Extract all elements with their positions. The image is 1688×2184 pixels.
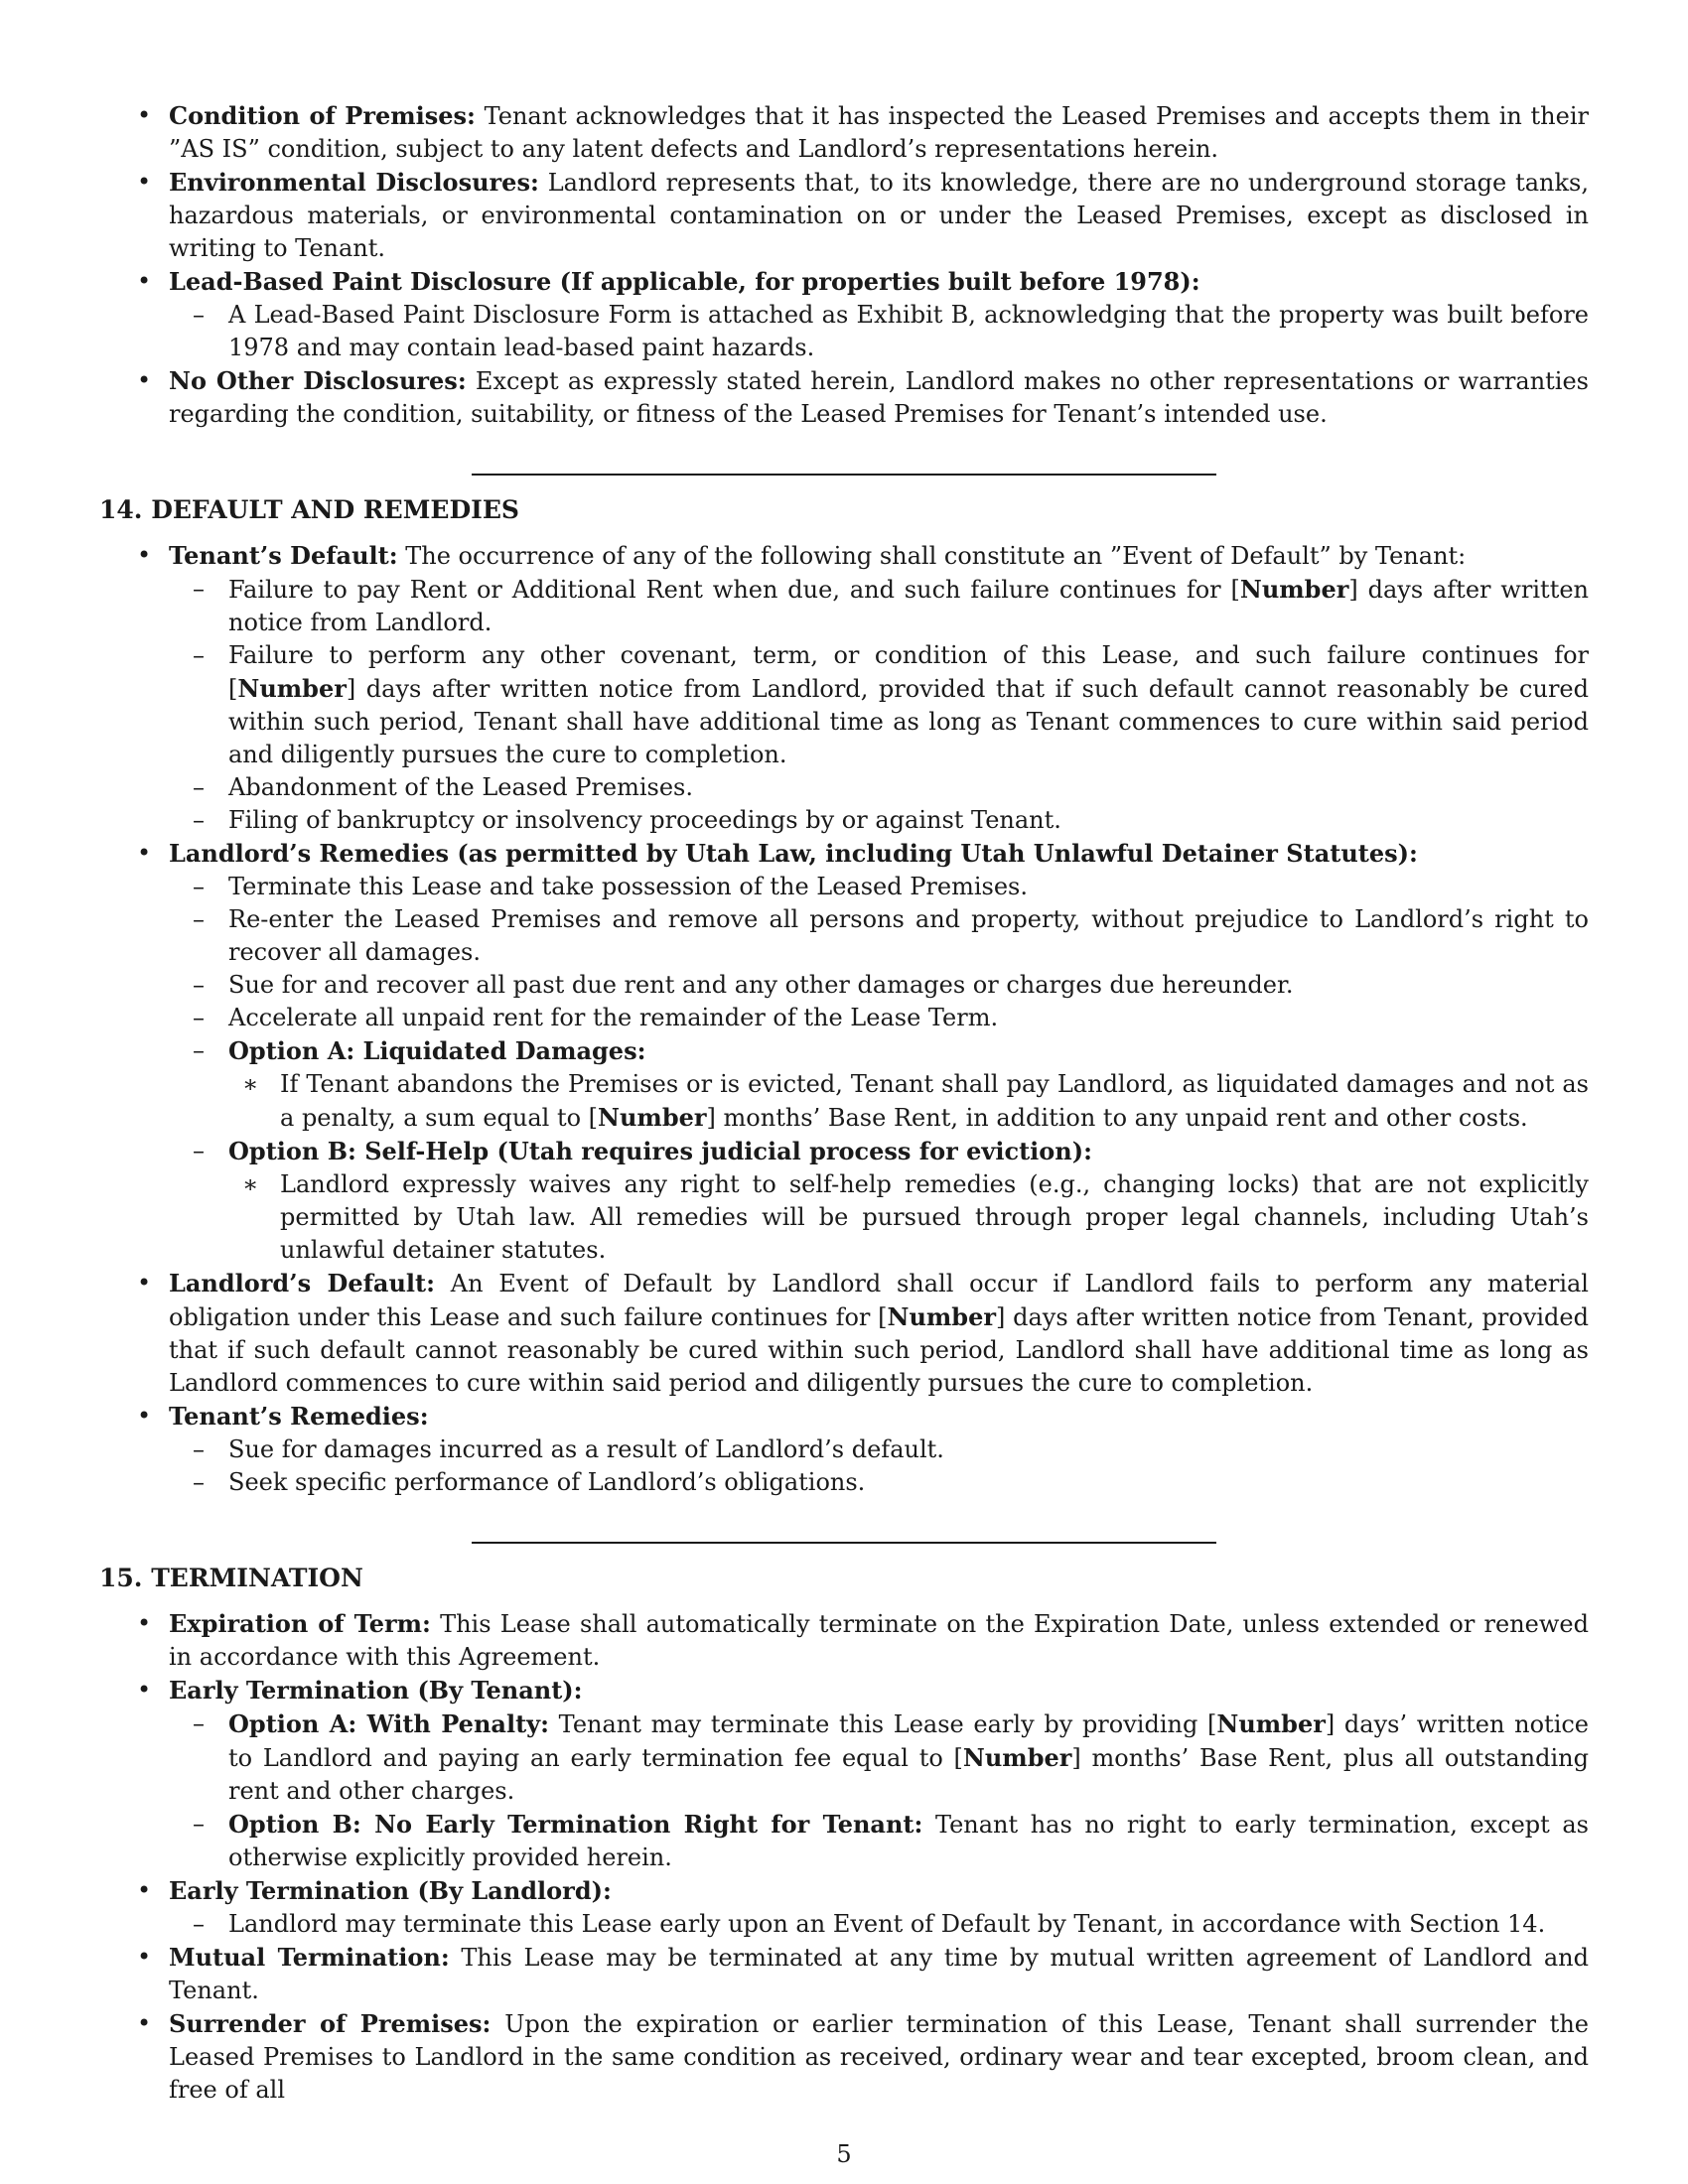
section-14-list (99, 539, 1589, 1499)
section-15-list (99, 1607, 1589, 2107)
sub-list (169, 1707, 1589, 1874)
option-label: Option B: No Early Termination Right for Tenant: (228, 1810, 923, 1839)
sub-list-item: – Filing of bankruptcy or insolvency proceedings by or against Tenant. (169, 804, 1589, 837)
sub-list-item: – Failure to perform any other covenant, term, or condition of this Lease, and such failure continues for [Number] days after written notice from Landlord, provided that if such default cannot reasonably be cured within such period, Tenant shall have additional time as long as Tenant commences to cure within said period and diligently pursues the cure to completion. (169, 639, 1589, 771)
item-label: Surrender of Premises: (169, 2009, 492, 2038)
sub-list-item: – Sue for and recover all past due rent and any other damages or charges due hereunder. (169, 969, 1589, 1002)
item-text: Landlord represents that, to its knowledge, there are no underground storage tanks, hazardous materials, or environmental contamination on or under the Leased Premises, except as disclosed in writing to Tenant. (169, 169, 1589, 262)
item-text: The occurrence of any of the following shall constitute an ”Event of Default” by Tenant: (405, 542, 1467, 570)
sub-sub-list (228, 1168, 1589, 1267)
list-item: • Expiration of Term: This Lease shall automatically terminate on the Expiration Date, unless extended or renewed in accordance with this Agreement. (99, 1607, 1589, 1674)
option-label: Option B: Self-Help (Utah requires judicial process for eviction): (228, 1137, 1092, 1165)
sub-list-item: – Landlord may terminate this Lease early upon an Event of Default by Tenant, in accordance with Section 14. (169, 1908, 1589, 1941)
sub-list-item (169, 1135, 1589, 1267)
sub-list-item: – Sue for damages incurred as a result of Landlord’s default. (169, 1433, 1589, 1466)
placeholder-number: Number (887, 1302, 996, 1331)
sub-list-item: – Accelerate all unpaid rent for the remainder of the Lease Term. (169, 1002, 1589, 1034)
list-item (99, 1400, 1589, 1499)
list-item (99, 265, 1589, 364)
item-label: Tenant’s Default: (169, 541, 398, 570)
placeholder-number: Number (962, 1743, 1072, 1772)
sub-list-item: – Option A: With Penalty: Tenant may terminate this Lease early by providing [Number] days’ written notice to Landlord and paying an early termination fee equal to [Number] months’ Base Rent, plus all outstanding rent and other charges. (169, 1707, 1589, 1808)
list-item (99, 539, 1589, 837)
sub-sub-list (228, 1068, 1589, 1135)
item-label: Mutual Termination: (169, 1943, 450, 1972)
placeholder-number: Number (598, 1103, 707, 1132)
disclosures-list (99, 99, 1589, 431)
list-item (99, 99, 1589, 166)
sub-sub-list-item: ∗ If Tenant abandons the Premises or is evicted, Tenant shall pay Landlord, as liquidated damages and not as a penalty, a sum equal to [Number] months’ Base Rent, in addition to any unpaid rent and other costs. (228, 1068, 1589, 1135)
section-heading-15: 15. TERMINATION (99, 1564, 363, 1592)
option-label: Option A: Liquidated Damages: (228, 1036, 646, 1065)
sub-list-item: – Option B: No Early Termination Right for Tenant: Tenant has no right to early termination, except as otherwise explicitly provided herein. (169, 1808, 1589, 1874)
item-label: Condition of Premises: (169, 101, 476, 130)
section-heading-14: 14. DEFAULT AND REMEDIES (99, 495, 519, 524)
sub-list-item: – Failure to pay Rent or Additional Rent when due, and such failure continues for [Number] days after written notice from Landlord. (169, 573, 1589, 639)
list-item: • Landlord’s Default: An Event of Default by Landlord shall occur if Landlord fails to perform any material obligation under this Lease and such failure continues for [Number] days after written notice from Tenant, provided that if such default cannot reasonably be cured within such period, Landlord shall have additional time as long as Landlord commences to cure within said period and diligently pursues the cure to completion. (99, 1267, 1589, 1400)
sub-sub-list-item: ∗ Landlord expressly waives any right to self-help remedies (e.g., changing locks) that are not explicitly permitted by Utah law. All remedies will be pursued through proper legal channels, including Utah’s unlawful detainer statutes. (228, 1168, 1589, 1267)
item-label: Tenant’s Remedies: (169, 1402, 429, 1431)
list-item: • Surrender of Premises: Upon the expiration or earlier termination of this Lease, Tenant shall surrender the Leased Premises to Landlord in the same condition as received, ordinary wear and tear excepted, broom clean, and free of all (99, 2007, 1589, 2107)
section-divider (472, 474, 1216, 476)
document-page (99, 99, 1589, 2107)
list-item (99, 364, 1589, 431)
list-item (99, 837, 1589, 1267)
item-label: Early Termination (By Tenant): (169, 1676, 583, 1705)
option-label: Option A: With Penalty: (228, 1709, 549, 1738)
section-divider (472, 1542, 1216, 1544)
sub-list-item: – Terminate this Lease and take possession of the Leased Premises. (169, 871, 1589, 903)
sub-list (169, 871, 1589, 1267)
list-item (99, 1674, 1589, 1874)
list-item (99, 1874, 1589, 1941)
sub-list-item (169, 1034, 1589, 1135)
item-label: Early Termination (By Landlord): (169, 1876, 612, 1905)
item-label: Landlord’s Default: (169, 1269, 435, 1297)
sub-list (169, 1908, 1589, 1941)
item-label: Landlord’s Remedies (as permitted by Utah Law, including Utah Unlawful Detainer Statutes): (169, 839, 1418, 868)
sub-list-item: – Re-enter the Leased Premises and remove all persons and property, without prejudice to Landlord’s right to recover all damages. (169, 903, 1589, 969)
item-text: Tenant acknowledges that it has inspected the Leased Premises and accepts them in their ”AS IS” condition, subject to any latent defects and Landlord’s representations herein. (169, 102, 1589, 163)
sub-list (169, 299, 1589, 364)
list-item (99, 166, 1589, 265)
sub-list-item: – A Lead-Based Paint Disclosure Form is attached as Exhibit B, acknowledging that the property was built before 1978 and may contain lead-based paint hazards. (169, 299, 1589, 364)
list-item: • Mutual Termination: This Lease may be terminated at any time by mutual written agreement of Landlord and Tenant. (99, 1941, 1589, 2007)
placeholder-number: Number (1216, 1709, 1326, 1738)
item-label: Environmental Disclosures: (169, 168, 539, 197)
sub-list (169, 1433, 1589, 1499)
item-label: Lead-Based Paint Disclosure (If applicable, for properties built before 1978): (169, 267, 1200, 296)
sub-list (169, 573, 1589, 837)
item-text: Except as expressly stated herein, Landlord makes no other representations or warranties regarding the condition, suitability, or fitness of the Leased Premises for Tenant’s intended use. (169, 367, 1589, 428)
sub-list-item: – Abandonment of the Leased Premises. (169, 771, 1589, 804)
sub-list-item: – Seek specific performance of Landlord’s obligations. (169, 1466, 1589, 1499)
placeholder-number: Number (237, 674, 347, 703)
item-label: No Other Disclosures: (169, 366, 467, 395)
item-label: Expiration of Term: (169, 1609, 431, 1638)
placeholder-number: Number (1239, 575, 1349, 604)
page-number: 5 (836, 2140, 852, 2168)
